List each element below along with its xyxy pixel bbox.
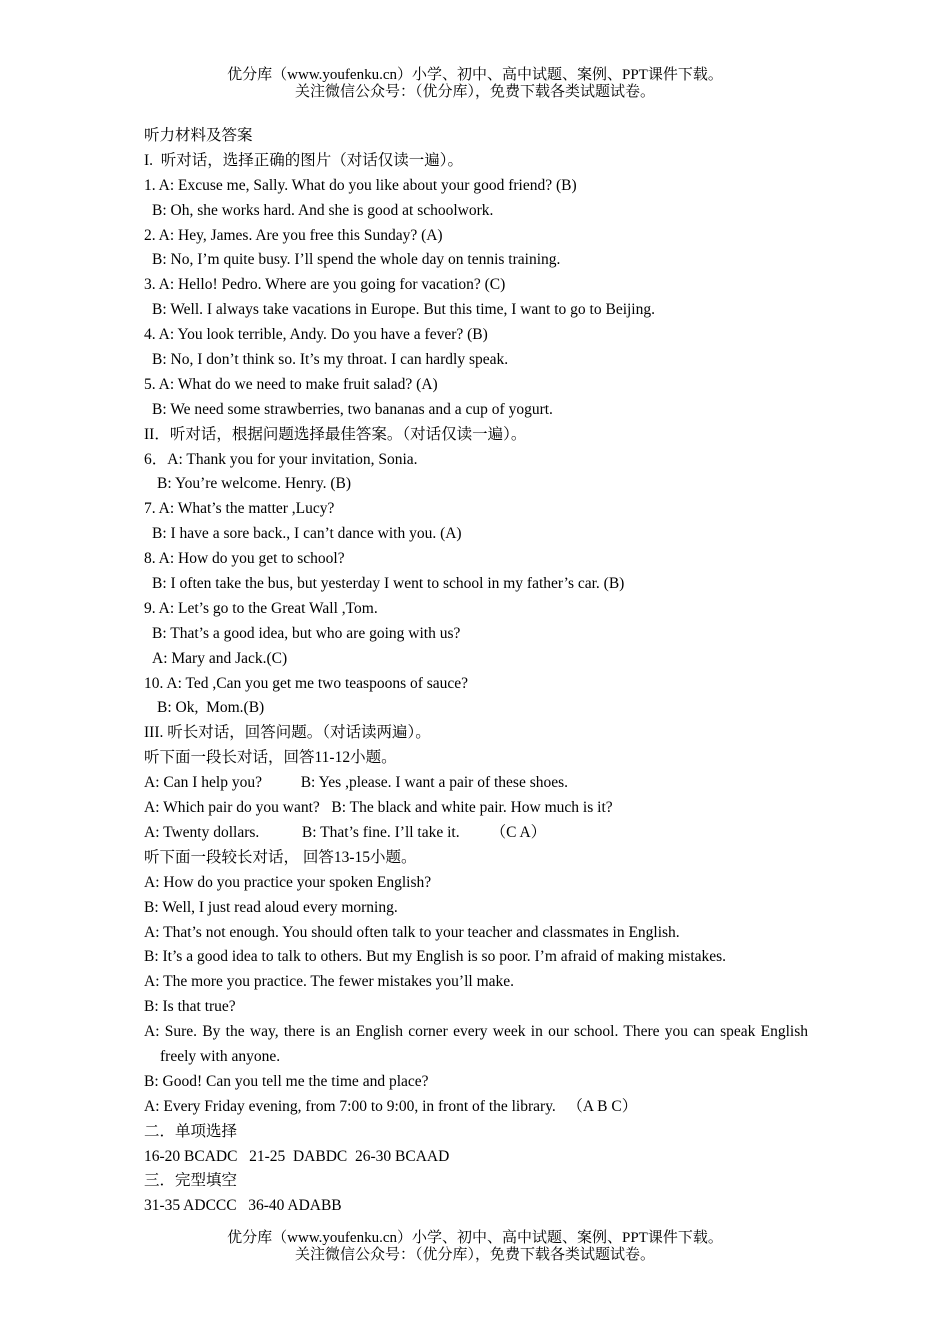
dialogue-line: 9. A: Let’s go to the Great Wall ,Tom.	[144, 599, 378, 617]
dialogue-line: A: How do you practice your spoken English?	[144, 873, 432, 891]
dialogue-line: A: Mary and Jack.(C)	[152, 649, 288, 667]
dialogue-line: B: Well. I always take vacations in Europe. But this time, I want to go to Beijing.	[152, 301, 655, 319]
dialogue-line: A: Twenty dollars. B: That’s fine. I’ll take it. （C A）	[144, 823, 547, 841]
header-line-2: 关注微信公众号：（优分库），免费下载各类试题试卷。	[294, 84, 655, 100]
sub-heading: 听下面一段较长对话， 回答13-15小题。	[144, 848, 417, 866]
section-heading-3: III. 听长对话，回答问题。（对话读两遍）。	[144, 724, 431, 742]
section-heading-cloze: 三．完型填空	[144, 1172, 238, 1190]
dialogue-line: B: It’s a good idea to talk to others. But my English is so poor. I’m afraid of making mistakes.	[144, 948, 727, 966]
document-body	[144, 124, 808, 1219]
dialogue-line: B: I often take the bus, but yesterday I went to school in my father’s car. (B)	[152, 575, 625, 593]
header-line-1: 优分库（www.youfenku.cn）小学、初中、高中试题、案例、PPT课件下载。	[227, 67, 723, 83]
dialogue-line: B: Is that true?	[144, 998, 236, 1016]
dialogue-line: 8. A: How do you get to school?	[144, 550, 345, 568]
dialogue-line: B: Oh, she works hard. And she is good at schoolwork.	[152, 201, 494, 219]
dialogue-line: B: No, I don’t think so. It’s my throat. I can hardly speak.	[152, 351, 509, 369]
page-header	[0, 67, 950, 101]
dialogue-line: A: That’s not enough. You should often talk to your teacher and classmates in English.	[144, 923, 680, 941]
dialogue-line: A: Can I help you? B: Yes ,please. I want a pair of these shoes.	[144, 774, 569, 792]
footer-line-2: 关注微信公众号：（优分库），免费下载各类试题试卷。	[294, 1247, 655, 1263]
section-heading-single-choice: 二．单项选择	[144, 1122, 238, 1140]
dialogue-line: 3. A: Hello! Pedro. Where are you going for vacation? (C)	[144, 276, 506, 294]
dialogue-line: B: No, I’m quite busy. I’ll spend the whole day on tennis training.	[152, 251, 561, 269]
dialogue-line: 7. A: What’s the matter ,Lucy?	[144, 500, 335, 518]
dialogue-line: A: The more you practice. The fewer mistakes you’ll make.	[144, 973, 515, 991]
footer-line-1: 优分库（www.youfenku.cn）小学、初中、高中试题、案例、PPT课件下载。	[227, 1230, 723, 1246]
dialogue-line: 2. A: Hey, James. Are you free this Sunday? (A)	[144, 226, 443, 244]
answer-key: 31-35 ADCCC 36-40 ADABB	[144, 1197, 342, 1215]
dialogue-line: 1. A: Excuse me, Sally. What do you like about your good friend? (B)	[144, 176, 577, 194]
dialogue-line: 10. A: Ted ,Can you get me two teaspoons of sauce?	[144, 674, 469, 692]
dialogue-line: A: Which pair do you want? B: The black and white pair. How much is it?	[144, 799, 613, 817]
dialogue-line: A: Sure. By the way, there is an English corner every week in our school. There you can speak English freely with anyone.	[144, 1023, 808, 1065]
document-title: 听力材料及答案	[144, 127, 253, 144]
dialogue-line: B: We need some strawberries, two bananas and a cup of yogurt.	[152, 400, 553, 418]
dialogue-line: B: I have a sore back., I can’t dance with you. (A)	[152, 525, 462, 543]
dialogue-line: 6．A: Thank you for your invitation, Sonia.	[144, 450, 418, 468]
section-heading-2: II．听对话，根据问题选择最佳答案。（对话仅读一遍）。	[144, 425, 527, 443]
dialogue-line: 5. A: What do we need to make fruit salad? (A)	[144, 375, 438, 393]
sub-heading: 听下面一段长对话，回答11-12小题。	[144, 749, 397, 767]
dialogue-line: B: Well, I just read aloud every morning.	[144, 898, 398, 916]
dialogue-line: B: You’re welcome. Henry. (B)	[157, 475, 351, 493]
dialogue-line: 4. A: You look terrible, Andy. Do you have a fever? (B)	[144, 326, 488, 344]
dialogue-line: B: Good! Can you tell me the time and place?	[144, 1072, 429, 1090]
dialogue-line: B: That’s a good idea, but who are going with us?	[152, 624, 461, 642]
dialogue-line: B: Ok, Mom.(B)	[157, 699, 265, 717]
answer-key: 16-20 BCADC 21-25 DABDC 26-30 BCAAD	[144, 1147, 450, 1165]
dialogue-line: A: Every Friday evening, from 7:00 to 9:00, in front of the library. （A B C）	[144, 1097, 638, 1115]
page-footer	[0, 1230, 950, 1264]
section-heading-1: I. 听对话，选择正确的图片（对话仅读一遍）。	[144, 151, 464, 169]
